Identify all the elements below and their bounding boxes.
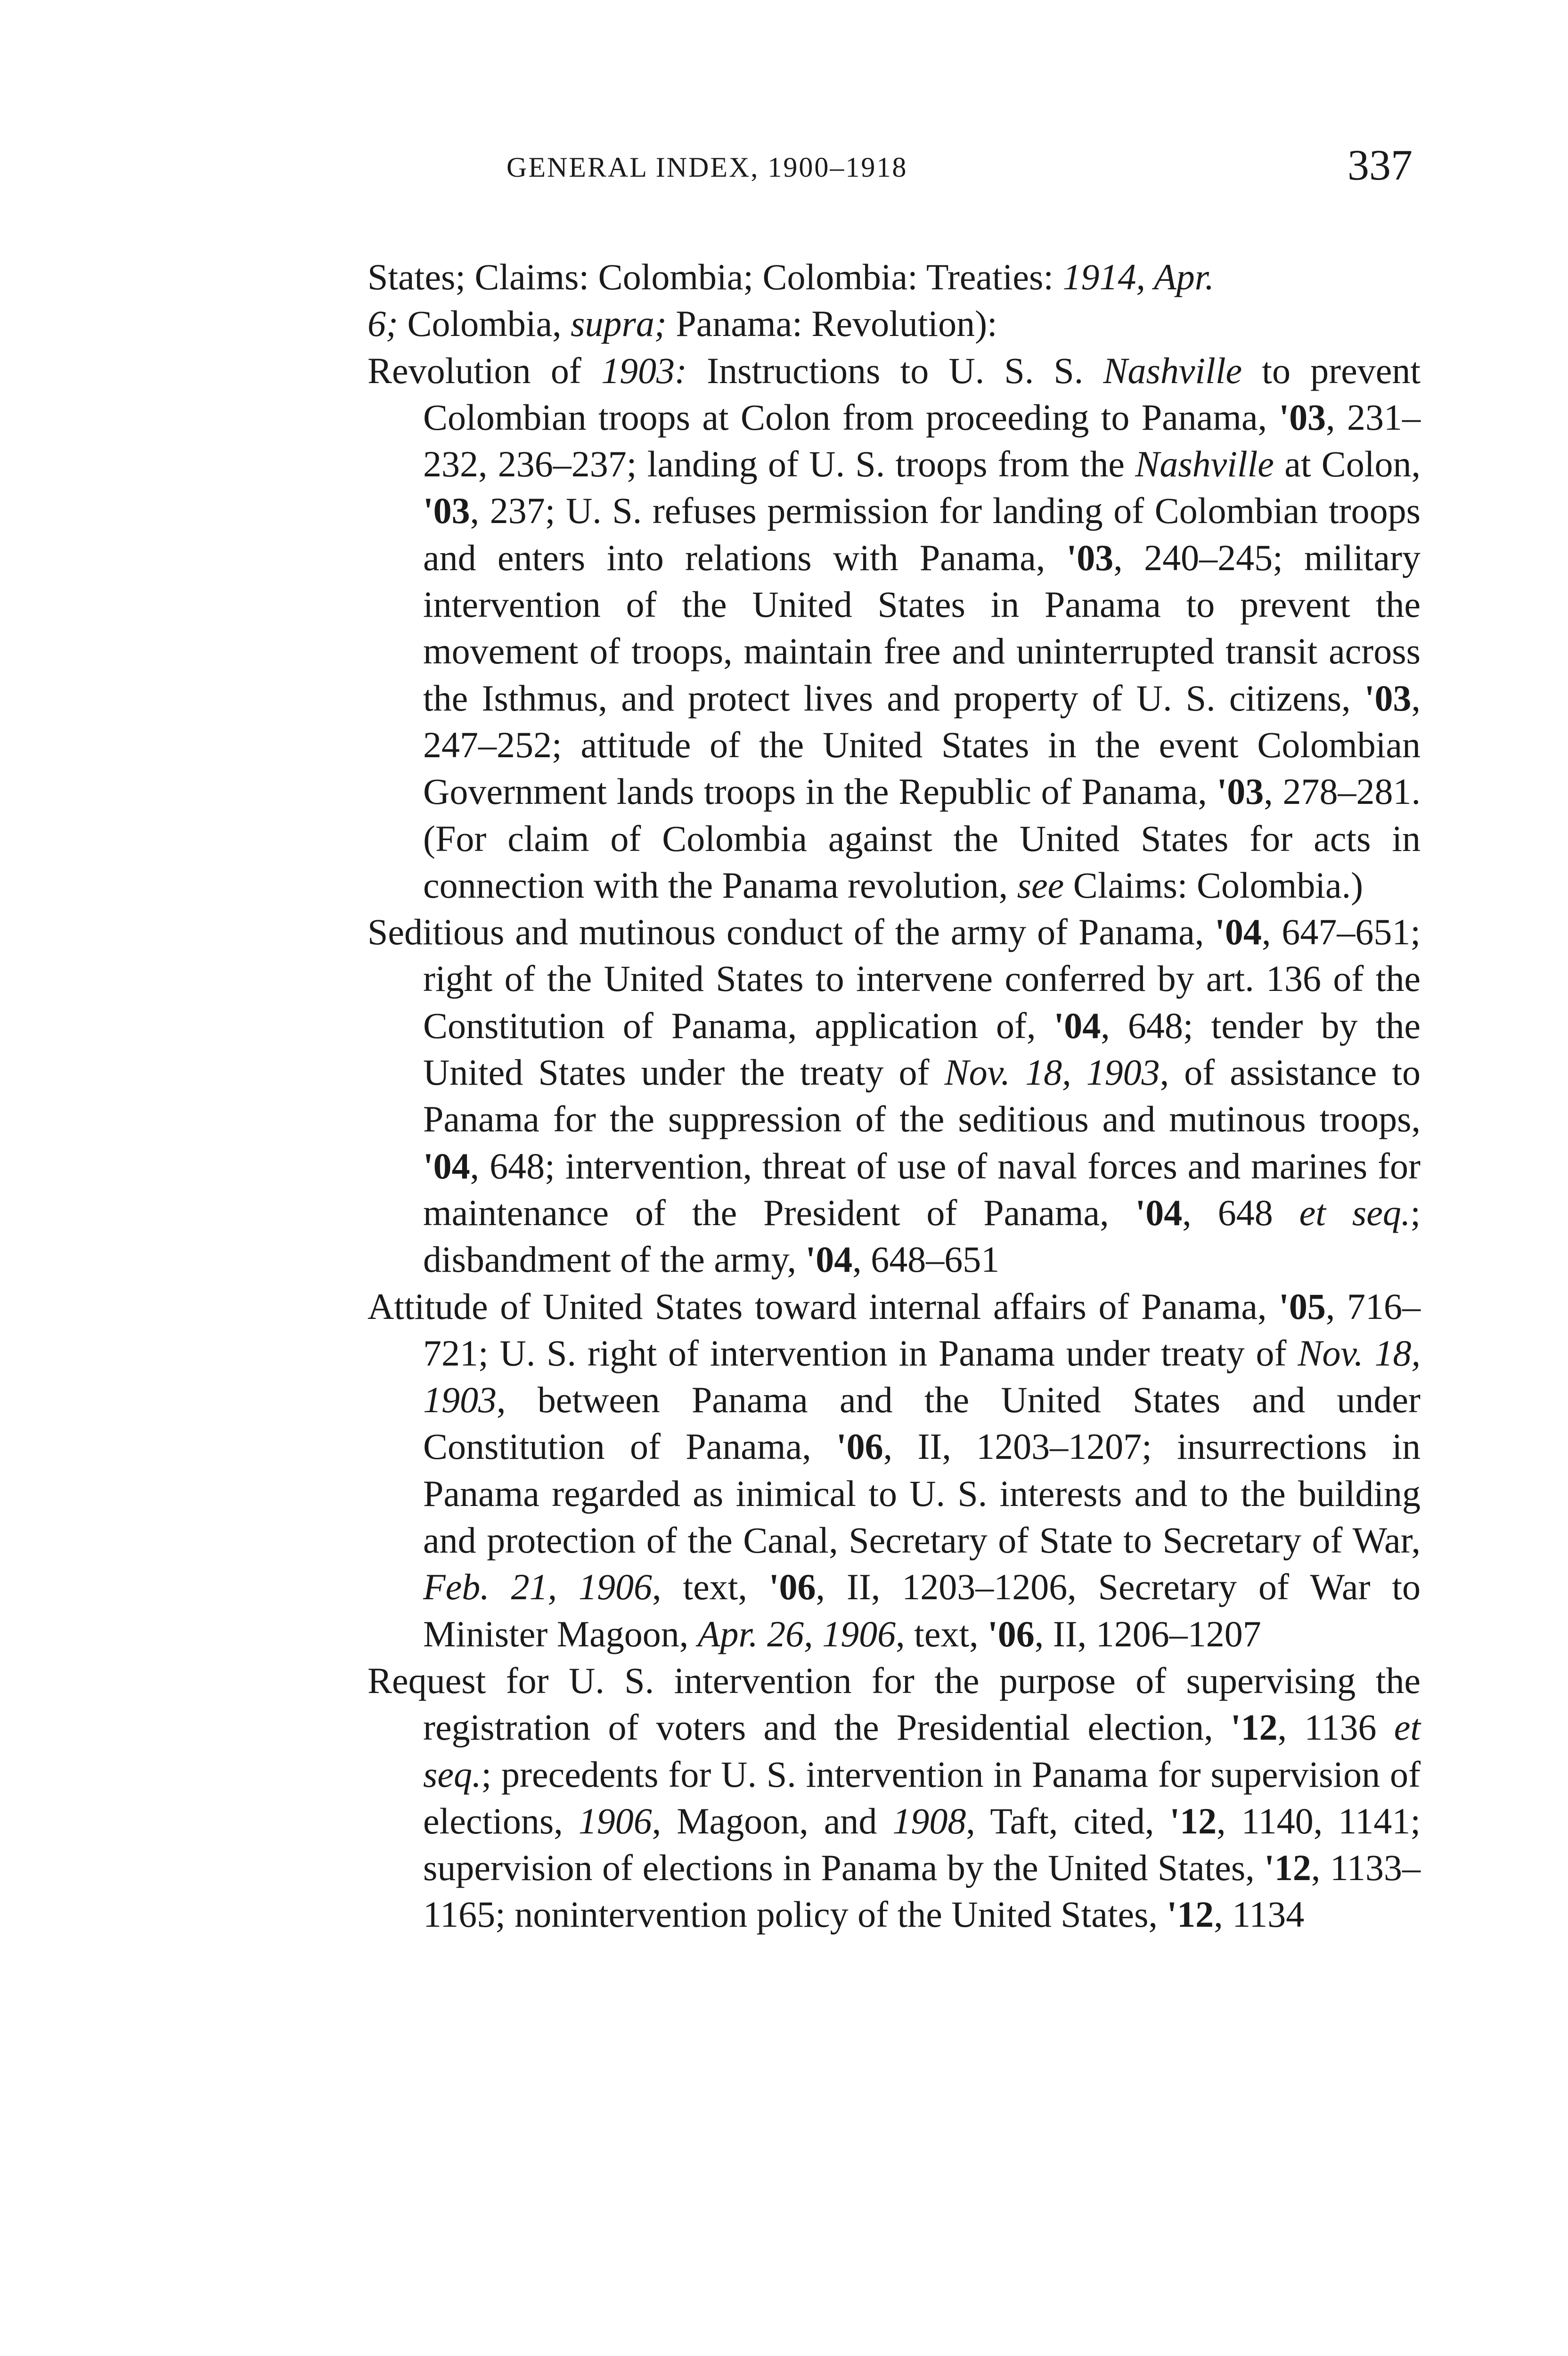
page-number: 337 xyxy=(1348,141,1413,189)
index-subentry-attitude-internal-affairs: Attitude of United States toward internal affairs of Panama, '05, 716–721; U. S. right of intervention in Panama under treaty of Nov. 18, 1903, between Panama and the United States and under Constitution of Panama, '06, II, 1203–1207; insurrections in Panama regarded as inimical to U. S. interests and to the building and protection of the Canal, Secretary of State to Secretary of War, Feb. 21, 1906, text, '06, II, 1203–1206, Secretary of War to Minister Magoon, Apr. 26, 1906, text, '06, II, 1206–1207 xyxy=(368,1285,1421,1654)
index-subentry-revolution-1903: Revolution of 1903: Instructions to U. S. S. Nashville to prevent Colombian troops at Colon from proceeding to Panama, '03, 231–232, 236–237; landing of U. S. troops from the Nashville at Colon, '03, 237; U. S. refuses permission for landing of Colombian troops and enters into relations with Panama, '03, 240–245; military intervention of the United States in Panama to prevent the movement of troops, maintain free and uninterrupted transit across the Isthmus, and protect lives and property of U. S. citizens, '03, 247–252; attitude of the United States in the event Colombian Government lands troops in the Republic of Panama, '03, 278–281. (For claim of Colombia against the United States for acts in connection with the Panama revolution, see Claims: Colombia.) xyxy=(368,350,1421,906)
index-subentry-seditious-conduct: Seditious and mutinous conduct of the army of Panama, '04, 647–651; right of the United States to intervene conferred by art. 136 of the Constitution of Panama, application of, '04, 648; tender by the United States under the treaty of Nov. 18, 1903, of assistance to Panama for the suppression of the seditious and mutinous troops, '04, 648; intervention, threat of use of naval forces and marines for maintenance of the President of Panama, '04, 648 et seq.; disbandment of the army, '04, 648–651 xyxy=(368,911,1421,1280)
index-subentry-request-intervention: Request for U. S. intervention for the purpose of supervising the registration of voters and the Presidential election, '12, 1136 et seq.; precedents for U. S. intervention in Panama for supervision of elections, 1906, Magoon, and 1908, Taft, cited, '12, 1140, 1141; supervision of elections in Panama by the United States, '12, 1133–1165; nonintervention policy of the United States, '12, 1134 xyxy=(368,1660,1421,1935)
text-line: 6; Colombia, supra; Panama: Revolution): xyxy=(368,303,997,344)
text-line: States; Claims: Colombia; Colombia: Treaties: 1914, Apr. xyxy=(368,256,1214,297)
index-entry-continuation xyxy=(368,254,1421,347)
index-content xyxy=(368,254,1421,1938)
running-head: GENERAL INDEX, 1900–1918 xyxy=(506,152,908,183)
